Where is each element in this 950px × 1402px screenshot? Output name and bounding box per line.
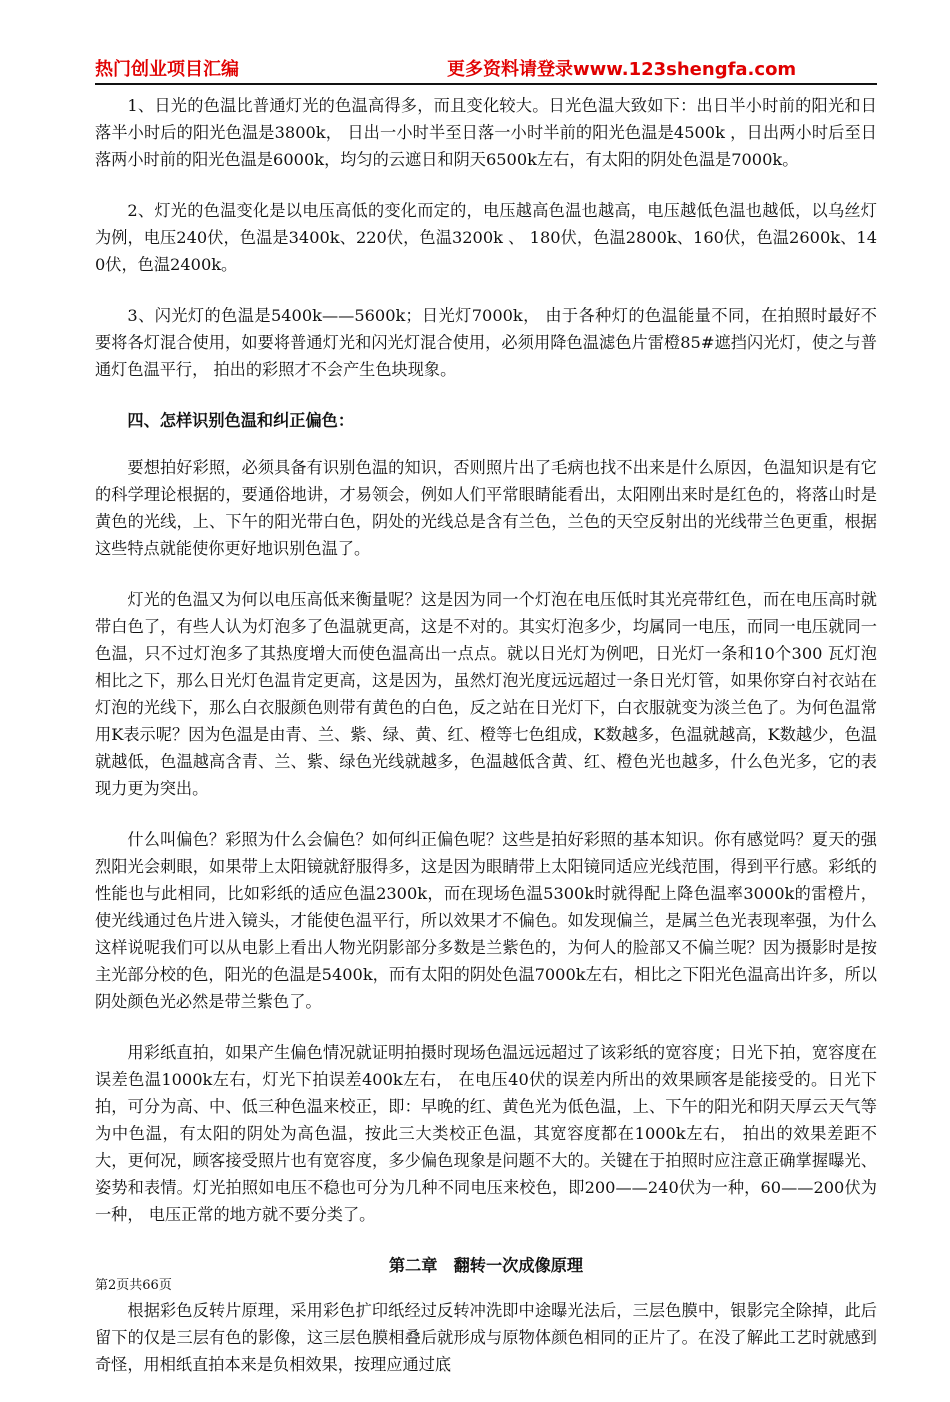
paragraph-daylight-color-temperature: 1、日光的色温比普通灯光的色温高得多，而且变化较大。日光色温大致如下：出日半小时前的阳光和日落半小时后的阳光色温是3800k， 日出一小时半至日落一小时半前的阳光色温是4500k ，日出两小时后至日落两小时前的阳光色温是6000k，均匀的云遮日和阴天6500k左右，有太阳的阴处色温是7000k。	[95, 96, 877, 169]
header-title: 热门创业项目汇编	[95, 59, 239, 80]
document-body	[95, 92, 877, 1402]
section-heading-4: 四、怎样识别色温和纠正偏色：	[127, 411, 355, 430]
page-footer: 第2页共66页	[95, 1278, 172, 1293]
paragraph-voltage-color-temperature: 灯光的色温又为何以电压高低来衡量呢？这是因为同一个灯泡在电压低时其光亮带红色，而在电压高时就带白色了，有些人认为灯泡多了色温就更高，这是不对的。其实灯泡多少，均属同一电压，而同一电压就同一色温，只不过灯泡多了其热度增大而使色温高出一点点。就以日光灯为例吧，日光灯一条和10个300 瓦灯泡相比之下，那么日光灯色温肯定更高，这是因为，虽然灯泡光度远远超过一条日光灯管，如果你穿白衬衣站在灯泡的光线下，那么白衣服颜色则带有黄色的白色，反之站在日光灯下，白衣服就变为淡兰色了。为何色温常用K表示呢？因为色温是由青、兰、紫、绿、黄、红、橙等七色组成，K数越多，色温就越高，K数越少，色温就越低，色温越高含青、兰、紫、绿色光线就越多，色温越低含黄、红、橙色光也越多，什么色光多，它的表现力更为突出。	[95, 590, 877, 798]
paragraph-flash-color-temperature: 3、闪光灯的色温是5400k——5600k；日光灯7000k， 由于各种灯的色温能量不同，在拍照时最好不要将各灯混合使用，如要将普通灯光和闪光灯混合使用，必须用降色温滤色片雷橙85#遮挡闪光灯，使之与普通灯色温平行， 拍出的彩照才不会产生色块现象。	[95, 306, 877, 379]
paragraph-reversal-principle: 根据彩色反转片原理，采用彩色扩印纸经过反转冲洗即中途曝光法后，三层色膜中，银影完全除掉，此后留下的仅是三层有色的影像，这三层色膜相叠后就形成与原物体颜色相同的正片了。在没了解此工艺时就感到奇怪，用相纸直拍本来是负相效果，按理应通过底	[95, 1301, 877, 1374]
chapter-heading-2: 第二章 翻转一次成像原理	[388, 1256, 584, 1275]
paragraph-color-cast: 什么叫偏色？彩照为什么会偏色？如何纠正偏色呢？这些是拍好彩照的基本知识。你有感觉吗？夏天的强烈阳光会刺眼，如果带上太阳镜就舒服得多，这是因为眼睛带上太阳镜同适应光线范围，得到平行感。彩纸的性能也与此相同，比如彩纸的适应色温2300k，而在现场色温5300k时就得配上降色温率3000k的雷橙片， 使光线通过色片进入镜头，才能使色温平行，所以效果才不偏色。如发现偏兰，是属兰色光表现率强，为什么这样说呢我们可以从电影上看出人物光阴影部分多数是兰紫色的，为何人的脸部又不偏兰呢？因为摄影时是按主光部分校的色，阳光的色温是5400k，而有太阳的阴处色温7000k左右，相比之下阳光色温高出许多，所以阴处颜色光必然是带兰紫色了。	[95, 830, 877, 1011]
page-header	[95, 55, 877, 85]
paragraph-lamp-color-temperature: 2、灯光的色温变化是以电压高低的变化而定的，电压越高色温也越高，电压越低色温也越低，以乌丝灯为例，电压240伏，色温是3400k、220伏，色温3200k 、 180伏，色温2800k、160伏，色温2600k、140伏，色温2400k。	[95, 201, 877, 274]
paragraph-direct-shooting: 用彩纸直拍，如果产生偏色情况就证明拍摄时现场色温远远超过了该彩纸的宽容度；日光下拍，宽容度在误差色温1000k左右，灯光下拍误差400k左右， 在电压40伏的误差内所出的效果顾客是能接受的。日光下拍，可分为高、中、低三种色温来校正，即：早晚的红、黄色光为低色温，上、下午的阳光和阴天厚云天气等为中色温，有太阳的阴处为高色温，按此三大类校正色温，其宽容度都在1000k左右， 拍出的效果差距不大，更何况，顾客接受照片也有宽容度，多少偏色现象是问题不大的。关键在于拍照时应注意正确掌握曝光、姿势和表情。灯光拍照如电压不稳也可分为几种不同电压来校色，即200——240伏为一种，60——200伏为一种， 电压正常的地方就不要分类了。	[95, 1043, 877, 1224]
paragraph-identify-color-temperature: 要想拍好彩照，必须具备有识别色温的知识，否则照片出了毛病也找不出来是什么原因，色温知识是有它的科学理论根据的，要通俗地讲，才易领会，例如人们平常眼睛能看出，太阳刚出来时是红色的，将落山时是黄色的光线，上、下午的阳光带白色，阴处的光线总是含有兰色，兰色的天空反射出的光线带兰色更重，根据这些特点就能使你更好地识别色温了。	[95, 458, 877, 558]
header-site-link[interactable]: 更多资料请登录www.123shengfa.com	[447, 59, 797, 80]
